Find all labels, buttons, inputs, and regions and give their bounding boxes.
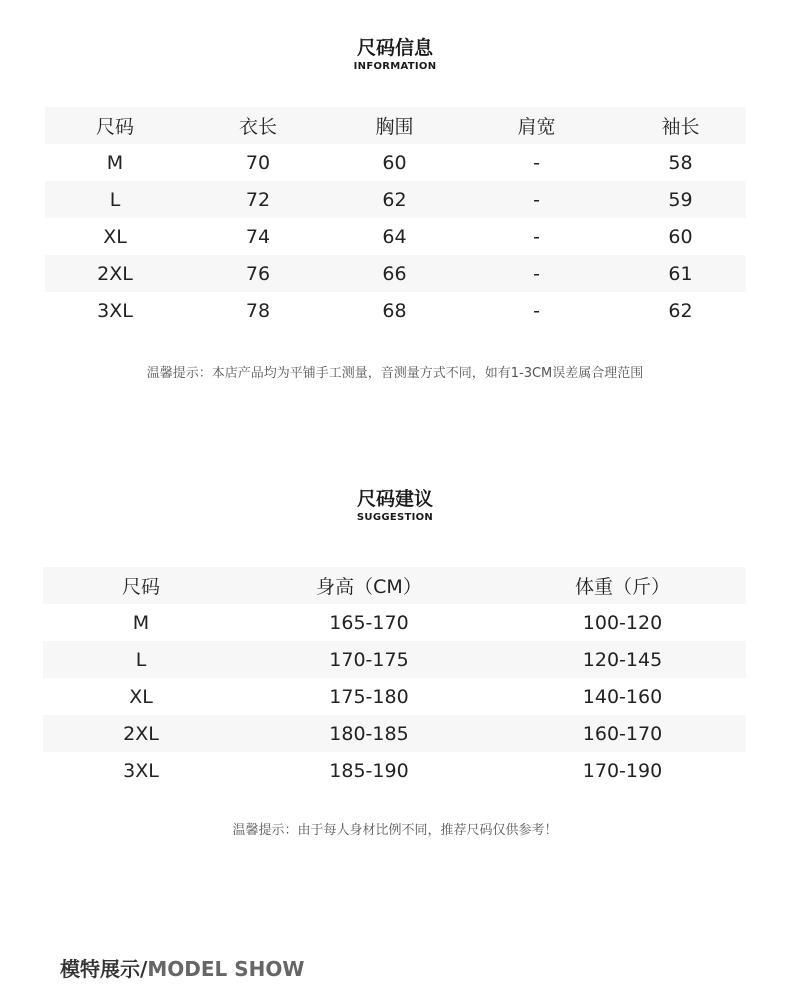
info-cell: - xyxy=(458,255,615,292)
suggestion-cell: 175-180 xyxy=(329,685,409,708)
info-cell: 76 xyxy=(185,255,331,292)
suggestion-cell: 185-190 xyxy=(329,759,409,782)
suggestion-cell: 165-170 xyxy=(329,611,409,634)
suggestion-row xyxy=(43,641,746,678)
info-row xyxy=(45,255,746,292)
info-cell: 59 xyxy=(615,181,746,218)
suggestion-cell: 100-120 xyxy=(582,611,663,634)
suggestion-row xyxy=(43,604,746,641)
suggestion-cell: M xyxy=(132,611,150,634)
suggestion-cell: 170-175 xyxy=(239,641,499,678)
info-cell: - xyxy=(533,299,540,322)
info-cell: 74 xyxy=(245,225,271,248)
info-header-cell: 肩宽 xyxy=(458,107,615,144)
suggestion-subtitle: SUGGESTION xyxy=(356,512,434,523)
info-cell: 70 xyxy=(245,151,271,174)
info-title: 尺码信息 xyxy=(356,37,433,59)
suggestion-header-row xyxy=(43,567,746,604)
suggestion-cell: 3XL xyxy=(123,759,159,782)
info-header-cell: 衣长 xyxy=(185,107,331,144)
suggestion-cell: 2XL xyxy=(43,715,239,752)
info-cell: L xyxy=(45,181,185,218)
info-cell: 60 xyxy=(382,151,407,174)
info-cell: - xyxy=(533,225,540,248)
info-header-row xyxy=(45,107,746,144)
suggestion-row xyxy=(43,678,746,715)
info-note: 温馨提示：本店产品均为平铺手工测量，音测量方式不同，如有1-3CM误差属合理范围 xyxy=(146,366,644,381)
info-cell: 58 xyxy=(668,151,693,174)
size-suggestion-table xyxy=(43,567,746,789)
suggestion-row xyxy=(43,715,746,752)
suggestion-title: 尺码建议 xyxy=(356,488,433,510)
suggestion-header-cell: 尺码 xyxy=(43,567,239,604)
info-cell: M xyxy=(106,151,124,174)
info-cell: 68 xyxy=(382,299,407,322)
info-row xyxy=(45,144,746,181)
info-header-cell: 胸围 xyxy=(331,107,458,144)
info-cell: XL xyxy=(103,225,127,248)
suggestion-header-cell: 体重（斤） xyxy=(499,567,746,604)
size-info-table xyxy=(45,107,746,329)
info-row xyxy=(45,181,746,218)
info-cell: - xyxy=(533,151,540,174)
info-cell: 66 xyxy=(331,255,458,292)
model-show-heading xyxy=(60,953,304,982)
info-cell: 3XL xyxy=(97,299,133,322)
suggestion-cell: 180-185 xyxy=(239,715,499,752)
model-show-en: MODEL SHOW xyxy=(147,957,305,981)
model-show-cn: 模特展示/ xyxy=(60,957,148,981)
suggestion-note: 温馨提示：由于每人身材比例不同，推荐尺码仅供参考！ xyxy=(232,823,558,838)
suggestion-cell: 140-160 xyxy=(582,685,663,708)
info-header-cell: 袖长 xyxy=(615,107,746,144)
info-cell: 61 xyxy=(615,255,746,292)
info-cell: 62 xyxy=(331,181,458,218)
suggestion-cell: XL xyxy=(129,685,153,708)
info-cell: 60 xyxy=(668,225,693,248)
info-cell: 78 xyxy=(245,299,271,322)
info-subtitle: INFORMATION xyxy=(353,61,437,72)
info-cell: 2XL xyxy=(45,255,185,292)
info-cell: 64 xyxy=(382,225,407,248)
info-header-cell: 尺码 xyxy=(45,107,185,144)
suggestion-cell: L xyxy=(43,641,239,678)
suggestion-row xyxy=(43,752,746,789)
suggestion-header-cell: 身高（CM） xyxy=(239,567,499,604)
info-cell: - xyxy=(458,181,615,218)
info-cell: 72 xyxy=(185,181,331,218)
suggestion-cell: 160-170 xyxy=(499,715,746,752)
suggestion-cell: 170-190 xyxy=(582,759,663,782)
suggestion-cell: 120-145 xyxy=(499,641,746,678)
info-row xyxy=(45,292,746,329)
info-cell: 62 xyxy=(668,299,693,322)
info-row xyxy=(45,218,746,255)
